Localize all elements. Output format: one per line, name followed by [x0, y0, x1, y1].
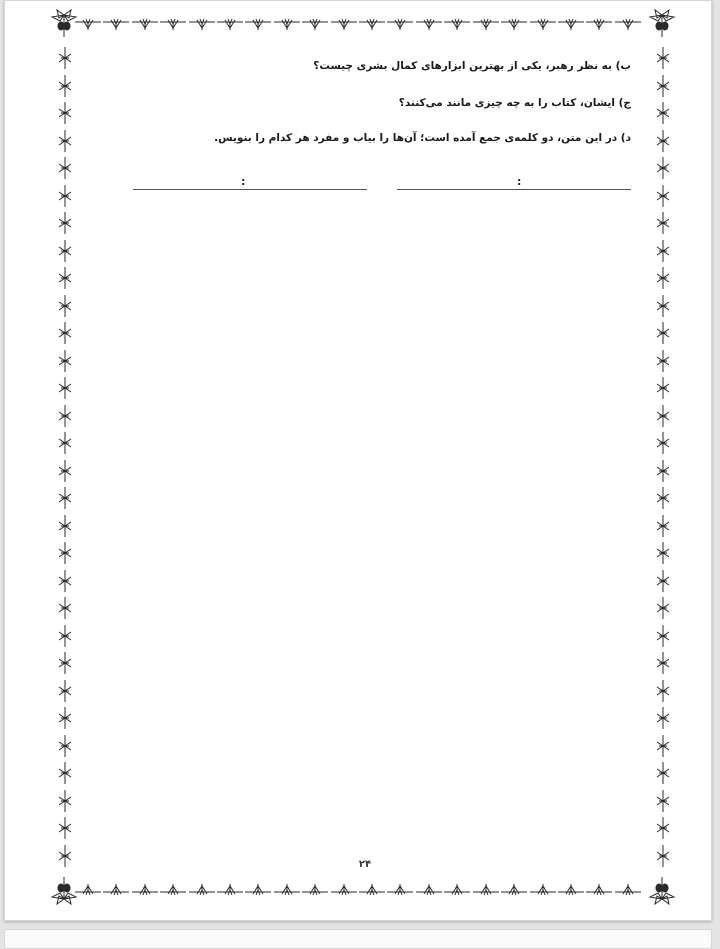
corner-ornament-icon — [647, 875, 677, 905]
border-ornament-icon — [655, 762, 671, 784]
border-ornament-icon — [655, 350, 671, 372]
border-ornament-icon — [132, 17, 158, 31]
border-ornament-icon — [57, 102, 73, 124]
border-ornament-icon — [57, 157, 73, 179]
border-ornament-icon — [57, 735, 73, 757]
border-ornament-icon — [655, 405, 671, 427]
answer-line-left[interactable] — [133, 189, 367, 190]
border-ornament-icon — [217, 883, 243, 897]
border-ornament-icon — [501, 883, 527, 897]
border-ornament-icon — [655, 432, 671, 454]
border-ornament-icon — [57, 350, 73, 372]
border-ornament-icon — [75, 883, 101, 897]
border-ornament-icon — [57, 47, 73, 69]
answer-line-right[interactable] — [397, 189, 631, 190]
border-ornament-icon — [57, 707, 73, 729]
border-ornament-icon — [274, 883, 300, 897]
border-ornament-icon — [416, 883, 442, 897]
border-ornament-icon — [655, 515, 671, 537]
border-ornament-icon — [655, 377, 671, 399]
border-ornament-icon — [57, 212, 73, 234]
border-ornament-icon — [655, 652, 671, 674]
border-ornament-icon — [655, 47, 671, 69]
border-ornament-icon — [655, 185, 671, 207]
border-ornament-icon — [530, 883, 556, 897]
border-ornament-icon — [57, 625, 73, 647]
border-ornament-icon — [655, 295, 671, 317]
border-ornament-icon — [75, 17, 101, 31]
border-ornament-icon — [655, 735, 671, 757]
border-ornament-icon — [655, 817, 671, 839]
border-ornament-icon — [57, 790, 73, 812]
border-ornament-icon — [655, 487, 671, 509]
border-ornament-icon — [57, 570, 73, 592]
border-ornament-icon — [302, 883, 328, 897]
border-ornament-icon — [189, 17, 215, 31]
border-ornament-icon — [558, 17, 584, 31]
border-ornament-icon — [57, 460, 73, 482]
border-ornament-icon — [132, 883, 158, 897]
border-top — [75, 15, 641, 33]
border-ornament-icon — [331, 883, 357, 897]
border-ornament-icon — [473, 17, 499, 31]
border-ornament-icon — [615, 883, 641, 897]
border-ornament-icon — [57, 432, 73, 454]
border-bottom — [75, 881, 641, 899]
border-ornament-icon — [302, 17, 328, 31]
border-ornament-icon — [655, 707, 671, 729]
border-ornament-icon — [57, 845, 73, 867]
border-ornament-icon — [655, 597, 671, 619]
border-ornament-icon — [57, 405, 73, 427]
border-ornament-icon — [57, 75, 73, 97]
border-ornament-icon — [586, 17, 612, 31]
border-ornament-icon — [655, 102, 671, 124]
border-ornament-icon — [655, 570, 671, 592]
border-ornament-icon — [655, 130, 671, 152]
border-ornament-icon — [57, 240, 73, 262]
border-ornament-icon — [655, 157, 671, 179]
border-ornament-icon — [387, 17, 413, 31]
border-ornament-icon — [473, 883, 499, 897]
border-ornament-icon — [57, 130, 73, 152]
border-ornament-icon — [57, 322, 73, 344]
question-b: ب) به نظر رهبر، یکی از بهترین ابزارهای کمال بشری چیست؟ — [313, 60, 631, 72]
border-ornament-icon — [245, 17, 271, 31]
border-ornament-icon — [501, 17, 527, 31]
border-ornament-icon — [586, 883, 612, 897]
border-ornament-icon — [416, 17, 442, 31]
border-ornament-icon — [245, 883, 271, 897]
page-number: ۲۴ — [358, 859, 372, 870]
question-dal: د) در این متن، دو کلمه‌ی جمع آمده است؛ آن‌ها را بیاب و مفرد هر کدام را بنویس. — [214, 132, 631, 144]
next-page-edge — [4, 929, 712, 949]
border-ornament-icon — [655, 212, 671, 234]
border-ornament-icon — [57, 487, 73, 509]
border-ornament-icon — [444, 883, 470, 897]
border-ornament-icon — [57, 295, 73, 317]
border-ornament-icon — [57, 377, 73, 399]
border-ornament-icon — [359, 883, 385, 897]
border-ornament-icon — [655, 845, 671, 867]
border-ornament-icon — [160, 883, 186, 897]
answer-separator: : — [517, 175, 522, 188]
border-ornament-icon — [331, 17, 357, 31]
question-che: ج) ایشان، کتاب را به چه چیزی مانند می‌کنند؟ — [398, 97, 631, 109]
border-ornament-icon — [655, 240, 671, 262]
border-ornament-icon — [359, 17, 385, 31]
border-ornament-icon — [530, 17, 556, 31]
border-ornament-icon — [655, 625, 671, 647]
document-page — [4, 0, 712, 921]
border-ornament-icon — [655, 460, 671, 482]
border-ornament-icon — [57, 817, 73, 839]
border-ornament-icon — [655, 267, 671, 289]
border-ornament-icon — [655, 790, 671, 812]
border-ornament-icon — [387, 883, 413, 897]
answer-separator: : — [241, 175, 246, 188]
border-ornament-icon — [655, 680, 671, 702]
border-ornament-icon — [57, 515, 73, 537]
border-ornament-icon — [57, 762, 73, 784]
border-ornament-icon — [189, 883, 215, 897]
border-ornament-icon — [57, 597, 73, 619]
border-ornament-icon — [558, 883, 584, 897]
border-ornament-icon — [615, 17, 641, 31]
border-ornament-icon — [57, 267, 73, 289]
border-left — [57, 47, 73, 867]
border-ornament-icon — [160, 17, 186, 31]
border-ornament-icon — [103, 883, 129, 897]
border-ornament-icon — [57, 652, 73, 674]
border-ornament-icon — [217, 17, 243, 31]
border-ornament-icon — [444, 17, 470, 31]
border-ornament-icon — [274, 17, 300, 31]
border-ornament-icon — [57, 680, 73, 702]
border-ornament-icon — [655, 75, 671, 97]
border-ornament-icon — [103, 17, 129, 31]
border-ornament-icon — [57, 542, 73, 564]
border-right — [655, 47, 671, 867]
border-ornament-icon — [655, 322, 671, 344]
corner-ornament-icon — [647, 9, 677, 39]
border-ornament-icon — [655, 542, 671, 564]
border-ornament-icon — [57, 185, 73, 207]
